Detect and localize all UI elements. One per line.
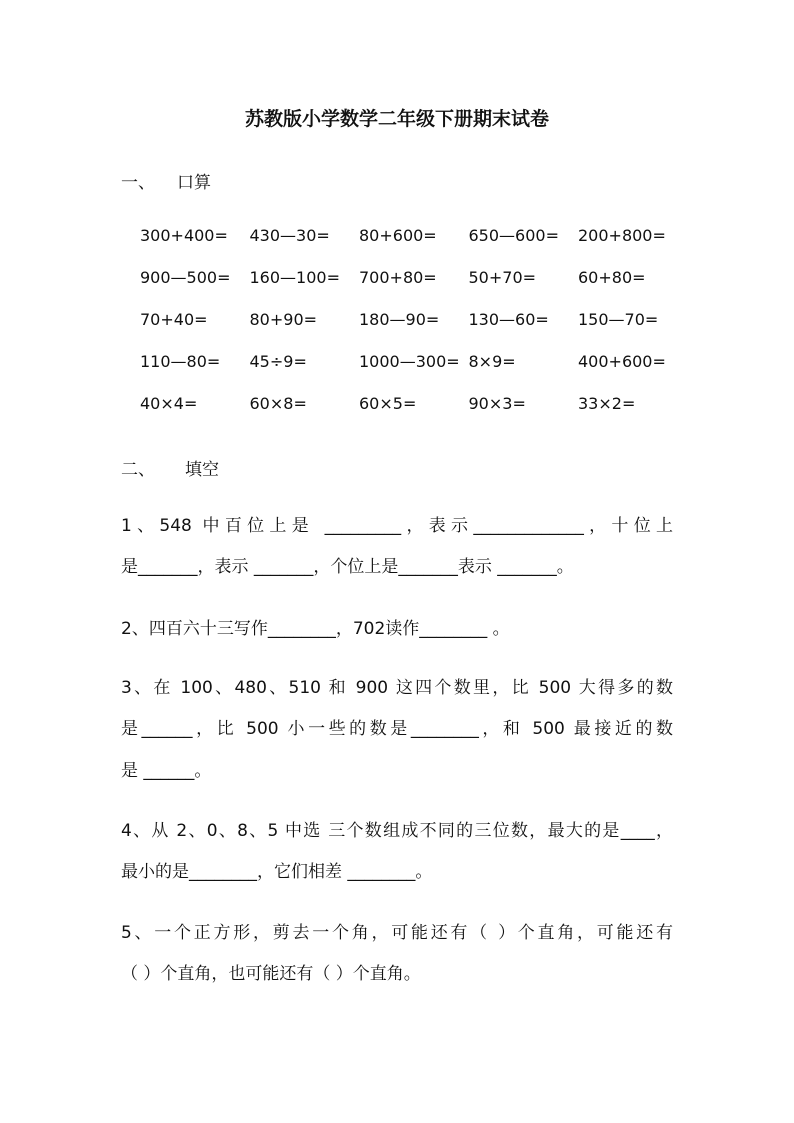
oral-calc-grid bbox=[140, 226, 688, 436]
question-1-line-2: 是_______，表示 _______，个位上是_______表示 _______。 bbox=[121, 557, 574, 577]
question-5-line-1: 5、一个正方形，剪去一个角，可能还有（ ）个直角，可能还有 bbox=[121, 923, 673, 943]
calc-item: 200+800= bbox=[578, 226, 666, 245]
calc-row bbox=[140, 310, 688, 352]
calc-item: 8×9= bbox=[468, 352, 516, 371]
calc-item: 33×2= bbox=[578, 394, 636, 413]
calc-item: 900—500= bbox=[140, 268, 231, 287]
calc-item: 700+80= bbox=[359, 268, 437, 287]
question-2-line-1: 2、四百六十三写作________，702读作________ 。 bbox=[121, 619, 510, 639]
section-label: 口算 bbox=[177, 173, 211, 193]
calc-item: 150—70= bbox=[578, 310, 659, 329]
page-title: 苏教版小学数学二年级下册期末试卷 bbox=[244, 108, 549, 130]
calc-item: 70+40= bbox=[140, 310, 208, 329]
calc-item: 430—30= bbox=[249, 226, 330, 245]
calc-item: 50+70= bbox=[468, 268, 537, 287]
calc-item: 650—600= bbox=[468, 226, 559, 245]
calc-item: 40×4= bbox=[140, 394, 198, 413]
question-3-line-1: 3、在 100、480、510 和 900 这四个数里，比 500 大得多的数 bbox=[121, 678, 673, 698]
calc-row bbox=[140, 226, 688, 268]
calc-item: 400+600= bbox=[578, 352, 666, 371]
calc-row bbox=[140, 352, 688, 394]
calc-item: 80+90= bbox=[249, 310, 318, 329]
question-4-line-2: 最小的是________，它们相差 ________。 bbox=[121, 862, 433, 882]
calc-item: 90×3= bbox=[468, 394, 526, 413]
question-3-line-2: 是______，比 500 小一些的数是________，和 500 最接近的数 bbox=[121, 719, 673, 739]
calc-item: 300+400= bbox=[140, 226, 228, 245]
calc-item: 60×5= bbox=[359, 394, 417, 413]
calc-item: 160—100= bbox=[249, 268, 340, 287]
calc-item: 1000—300= bbox=[359, 352, 460, 371]
calc-row bbox=[140, 394, 688, 436]
question-4-line-1: 4、从 2、0、8、5 中选 三个数组成不同的三位数，最大的是____， bbox=[121, 821, 673, 841]
question-3-line-3: 是 ______。 bbox=[121, 761, 212, 781]
section-number: 一、 bbox=[121, 173, 155, 193]
section-number: 二、 bbox=[121, 460, 155, 480]
section-label: 填空 bbox=[185, 460, 219, 480]
calc-item: 180—90= bbox=[359, 310, 440, 329]
calc-item: 80+600= bbox=[359, 226, 437, 245]
question-1-line-1: 1、548 中百位上是 _________，表示_____________，十位上 bbox=[121, 516, 673, 536]
calc-item: 130—60= bbox=[468, 310, 549, 329]
calc-item: 60+80= bbox=[578, 268, 646, 287]
section-heading-fill-blank bbox=[121, 455, 219, 480]
section-heading-oral-calc bbox=[121, 168, 211, 193]
calc-item: 110—80= bbox=[140, 352, 221, 371]
question-5-line-2: （ ）个直角，也可能还有（ ）个直角。 bbox=[121, 964, 421, 984]
calc-item: 45÷9= bbox=[249, 352, 307, 371]
calc-item: 60×8= bbox=[249, 394, 307, 413]
calc-row bbox=[140, 268, 688, 310]
